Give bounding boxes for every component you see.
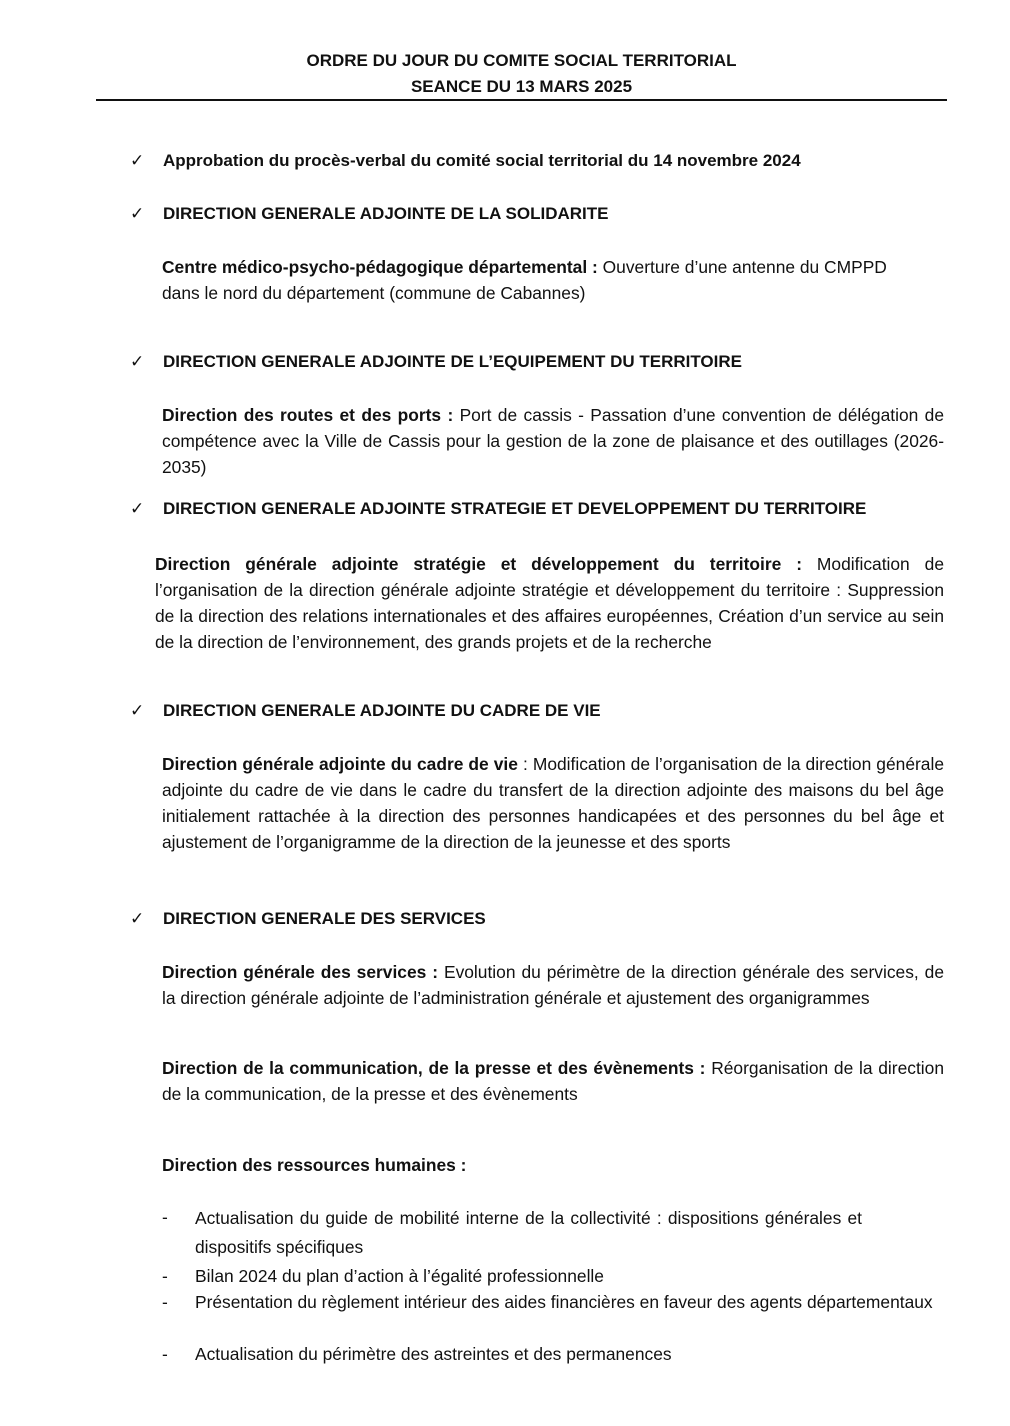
- bullet-item: [162, 1341, 944, 1367]
- dash-icon: -: [162, 1266, 168, 1286]
- paragraph-strategie: [155, 551, 944, 655]
- agenda-item-title: DIRECTION GENERALE ADJOINTE DU CADRE DE VIE: [163, 701, 601, 720]
- header-subtitle: SEANCE DU 13 MARS 2025: [410, 77, 633, 96]
- paragraph-label: Centre médico-psycho-pédagogique départemental :: [162, 257, 598, 277]
- agenda-item-strategie: [130, 497, 960, 521]
- agenda-item-title: DIRECTION GENERALE ADJOINTE STRATEGIE ET DEVELOPPEMENT DU TERRITOIRE: [163, 499, 867, 518]
- paragraph-label: Direction générale adjointe stratégie et développement du territoire :: [155, 554, 803, 574]
- paragraph-dgs: [162, 959, 944, 1011]
- paragraph-label: Direction générale adjointe du cadre de vie: [162, 754, 518, 774]
- checkmark-icon: ✓: [130, 499, 145, 518]
- agenda-item-equipement: [130, 350, 960, 374]
- agenda-item-title: Approbation du procès-verbal du comité social territorial du 14 novembre 2024: [163, 151, 801, 170]
- agenda-item-title: DIRECTION GENERALE ADJOINTE DE LA SOLIDARITE: [163, 204, 609, 223]
- paragraph-text: Réorganisation de la direction de la communication, de la presse et des évènements: [162, 1058, 944, 1104]
- paragraph-label: Direction des routes et des ports :: [162, 405, 454, 425]
- bullet-text: Bilan 2024 du plan d’action à l’égalité professionnelle: [195, 1266, 604, 1286]
- paragraph-routes-ports: [162, 402, 944, 480]
- paragraph-communication: [162, 1055, 944, 1107]
- paragraph-label: Direction générale des services :: [162, 962, 439, 982]
- checkmark-icon: ✓: [130, 204, 145, 223]
- paragraph-text: Ouverture d’une antenne du CMPPD dans le nord du département (commune de Cabannes): [162, 257, 887, 303]
- agenda-item-cadre-de-vie: [130, 699, 960, 723]
- paragraph-text: Evolution du périmètre de la direction générale des services, de la direction générale adjointe de l’administration générale et ajustement des organigrammes: [162, 962, 944, 1008]
- document-header: [96, 48, 947, 100]
- bullet-item: [162, 1204, 862, 1262]
- paragraph-label: Direction de la communication, de la presse et des évènements :: [162, 1058, 706, 1078]
- paragraph-cadre-de-vie: [162, 751, 944, 855]
- bullet-text: Actualisation du périmètre des astreintes et des permanences: [195, 1344, 672, 1364]
- dash-icon: -: [162, 1344, 168, 1364]
- bullet-text: Actualisation du guide de mobilité interne de la collectivité : dispositions générales et dispositifs spécifiques: [195, 1208, 862, 1257]
- header-title: ORDRE DU JOUR DU COMITE SOCIAL TERRITORIAL: [306, 51, 737, 70]
- agenda-item-services: [130, 907, 960, 931]
- bullet-text: Présentation du règlement intérieur des aides financières en faveur des agents départementaux: [195, 1292, 933, 1312]
- paragraph-cmppd: [162, 254, 902, 306]
- paragraph-text: Port de cassis - Passation d’une convention de délégation de compétence avec la Ville de Cassis pour la gestion de la zone de plaisance et des outillages (2026-2035): [162, 405, 944, 477]
- dash-icon: -: [162, 1207, 168, 1227]
- checkmark-icon: ✓: [130, 151, 145, 170]
- paragraph-rh: [162, 1152, 944, 1178]
- header-rule: [96, 99, 947, 101]
- paragraph-label: Direction des ressources humaines :: [162, 1155, 467, 1175]
- bullet-item: [162, 1263, 944, 1289]
- dash-icon: -: [162, 1292, 168, 1312]
- checkmark-icon: ✓: [130, 701, 145, 720]
- agenda-item-approbation: [130, 149, 960, 173]
- agenda-item-title: DIRECTION GENERALE DES SERVICES: [163, 909, 486, 928]
- paragraph-text: : Modification de l’organisation de la direction générale adjointe du cadre de vie dans le cadre du transfert de la direction adjointe des maisons du bel âge initialement rattachée à la direction des personnes handicapées et des personnes du bel âge et ajustement de l’organigramme de la direction de la jeunesse et des sports: [162, 754, 944, 852]
- checkmark-icon: ✓: [130, 909, 145, 928]
- checkmark-icon: ✓: [130, 352, 145, 371]
- agenda-item-solidarite: [130, 202, 960, 226]
- paragraph-text: Modification de l’organisation de la direction générale adjointe stratégie et développement du territoire : Suppression de la direction des relations internationales et des affaires européennes, Création d’un service au sein de la direction de l’environnement, des grands projets et de la recherche: [155, 554, 944, 652]
- bullet-item: [162, 1289, 944, 1315]
- agenda-item-title: DIRECTION GENERALE ADJOINTE DE L’EQUIPEMENT DU TERRITOIRE: [163, 352, 742, 371]
